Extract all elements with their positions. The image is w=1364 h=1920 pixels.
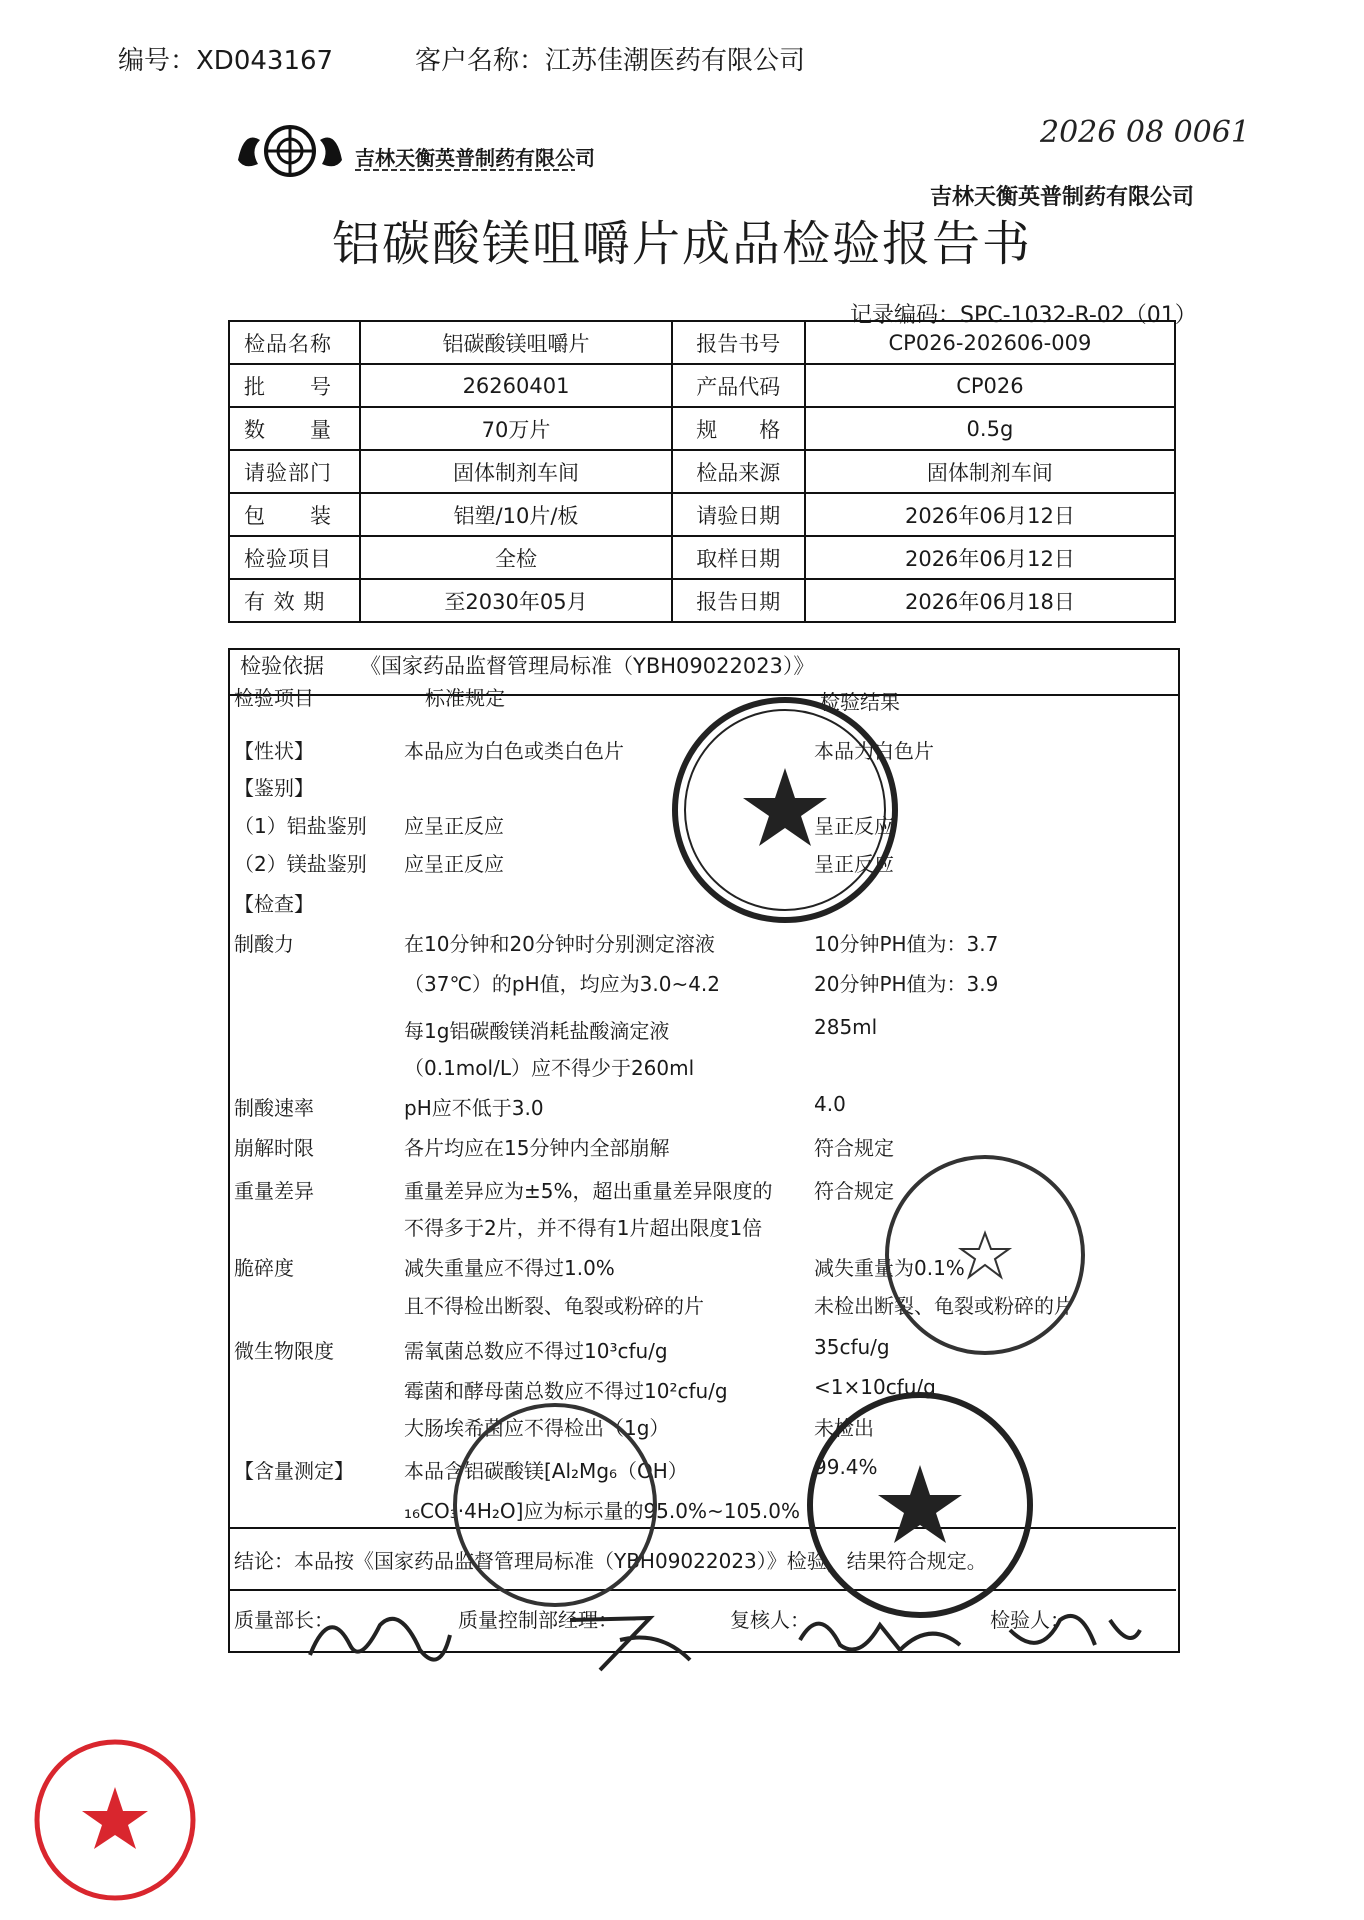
info-row (229, 536, 1175, 579)
info-value: CP026-202606-009 (805, 321, 1175, 364)
info-row (229, 364, 1175, 407)
test-standard: 不得多于2片，并不得有1片超出限度1倍 (404, 1216, 763, 1240)
test-standard: 大肠埃希菌应不得检出（1g） (404, 1416, 670, 1440)
test-item: 崩解时限 (234, 1136, 314, 1160)
test-result: 呈正反应 (814, 814, 894, 838)
test-item: 【性状】 (234, 739, 314, 763)
test-result: <1×10cfu/g (814, 1375, 936, 1399)
info-value: 70万片 (360, 407, 671, 450)
test-standard: 在10分钟和20分钟时分别测定溶液 (404, 932, 715, 956)
test-standard: 重量差异应为±5%，超出重量差异限度的 (404, 1179, 773, 1203)
stamp-2-icon (875, 1145, 1095, 1365)
customer-label: 客户名称： (415, 46, 546, 76)
info-label: 请验日期 (672, 493, 805, 536)
info-label: 检验项目 (229, 536, 360, 579)
info-table (228, 320, 1176, 623)
test-result: 4.0 (814, 1092, 846, 1116)
test-standard: 各片均应在15分钟内全部崩解 (404, 1136, 670, 1160)
stamp-1-icon (665, 690, 905, 930)
test-item: （2）镁盐鉴别 (234, 852, 367, 876)
test-item: 【含量测定】 (234, 1459, 354, 1483)
test-result: 未检出断裂、龟裂或粉碎的片 (814, 1294, 1074, 1318)
stamp-3-icon (445, 1395, 665, 1615)
reviewer-label: 复核人： (730, 1608, 810, 1632)
customer-name (415, 40, 805, 77)
info-label: 报告书号 (672, 321, 805, 364)
test-result: 20分钟PH值为：3.9 (814, 972, 999, 996)
info-label: 检品名称 (229, 321, 360, 364)
handwritten-number: 2026 08 0061 (1040, 115, 1250, 150)
test-item: 制酸力 (234, 932, 294, 956)
test-result: 符合规定 (814, 1136, 894, 1160)
report-title: 铝碳酸镁咀嚼片成品检验报告书 (331, 216, 1032, 272)
test-item: 重量差异 (234, 1179, 314, 1203)
info-label: 规 格 (672, 407, 805, 450)
inspector-label: 检验人： (990, 1608, 1070, 1632)
conclusion-text: 结论：本品按《国家药品监督管理局标准（YBH09022023）》检验，结果符合规定。 (234, 1549, 987, 1573)
info-label: 检品来源 (672, 450, 805, 493)
test-standard: 且不得检出断裂、龟裂或粉碎的片 (404, 1294, 704, 1318)
info-value: 0.5g (805, 407, 1175, 450)
company-logo-icon (230, 120, 350, 182)
document-number: 编号：XD043167 (118, 46, 334, 76)
info-value: 固体制剂车间 (360, 450, 671, 493)
info-label: 数 量 (229, 407, 360, 450)
info-label: 有 效 期 (229, 579, 360, 622)
basis-value: 《国家药品监督管理局标准（YBH09022023）》 (360, 654, 815, 678)
test-item: 脆碎度 (234, 1256, 294, 1280)
test-result: 285ml (814, 1015, 878, 1039)
test-standard: 霉菌和酵母菌总数应不得过10²cfu/g (404, 1379, 728, 1403)
signature-quality-head (300, 1595, 460, 1685)
test-item: 微生物限度 (234, 1339, 334, 1363)
test-item: 【鉴别】 (234, 776, 314, 800)
info-label: 取样日期 (672, 536, 805, 579)
info-value: 2026年06月18日 (805, 579, 1175, 622)
test-standard: 应呈正反应 (404, 852, 504, 876)
test-standard: ₁₆CO₃·4H₂O]应为标示量的95.0%~105.0% (404, 1499, 800, 1523)
info-value: 固体制剂车间 (805, 450, 1175, 493)
test-item: 【检查】 (234, 892, 314, 916)
info-value: 2026年06月12日 (805, 493, 1175, 536)
test-item: 制酸速率 (234, 1096, 314, 1120)
test-result: 符合规定 (814, 1179, 894, 1203)
test-standard: 本品含铝碳酸镁[Al₂Mg₆（OH） (404, 1459, 688, 1483)
test-standard: 每1g铝碳酸镁消耗盐酸滴定液 (404, 1019, 670, 1043)
basis-label: 检验依据 (240, 654, 324, 678)
test-item: （1）铝盐鉴别 (234, 814, 367, 838)
logo-company-name: 吉林天衡英普制药有限公司 (355, 146, 595, 170)
info-value: 铝碳酸镁咀嚼片 (360, 321, 671, 364)
info-value: CP026 (805, 364, 1175, 407)
info-label: 批 号 (229, 364, 360, 407)
qc-manager-label: 质量控制部经理： (458, 1608, 618, 1632)
info-value: 2026年06月12日 (805, 536, 1175, 579)
record-code: 记录编码：SPC-1032-R-02（01） (850, 303, 1197, 328)
info-label: 包 装 (229, 493, 360, 536)
info-label: 请验部门 (229, 450, 360, 493)
info-value: 铝塑/10片/板 (360, 493, 671, 536)
test-standard: pH应不低于3.0 (404, 1096, 544, 1120)
test-result: 99.4% (814, 1455, 878, 1479)
customer-value: 江苏佳潮医药有限公司 (545, 46, 806, 76)
test-result: 减失重量为0.1% (814, 1256, 965, 1280)
info-label: 报告日期 (672, 579, 805, 622)
stamp-5-icon (30, 1735, 200, 1905)
column-header-result: 检验结果 (820, 690, 900, 714)
test-result: 本品为白色片 (814, 739, 934, 763)
test-result: 35cfu/g (814, 1335, 890, 1359)
test-standard: 减失重量应不得过1.0% (404, 1256, 615, 1280)
info-value: 全检 (360, 536, 671, 579)
test-standard: 应呈正反应 (404, 814, 504, 838)
quality-head-label: 质量部长： (234, 1608, 334, 1632)
info-row (229, 579, 1175, 622)
column-header-standard: 标准规定 (425, 686, 505, 710)
logo-english-line (355, 166, 575, 177)
test-standard: 本品应为白色或类白色片 (404, 739, 624, 763)
test-result: 未检出 (814, 1416, 874, 1440)
info-value: 26260401 (360, 364, 671, 407)
column-header-item: 检验项目 (234, 686, 314, 710)
info-row (229, 321, 1175, 364)
test-standard: （37℃）的pH值，均应为3.0~4.2 (404, 972, 721, 996)
stamp-4-icon (800, 1385, 1040, 1625)
info-row (229, 493, 1175, 536)
test-result: 呈正反应 (814, 852, 894, 876)
test-result: 10分钟PH值为：3.7 (814, 932, 999, 956)
company-name-right: 吉林天衡英普制药有限公司 (930, 185, 1195, 210)
test-standard: 需氧菌总数应不得过10³cfu/g (404, 1339, 668, 1363)
test-standard: （0.1mol/L）应不得少于260ml (404, 1056, 695, 1080)
info-value: 至2030年05月 (360, 579, 671, 622)
info-row (229, 450, 1175, 493)
info-row (229, 407, 1175, 450)
info-label: 产品代码 (672, 364, 805, 407)
